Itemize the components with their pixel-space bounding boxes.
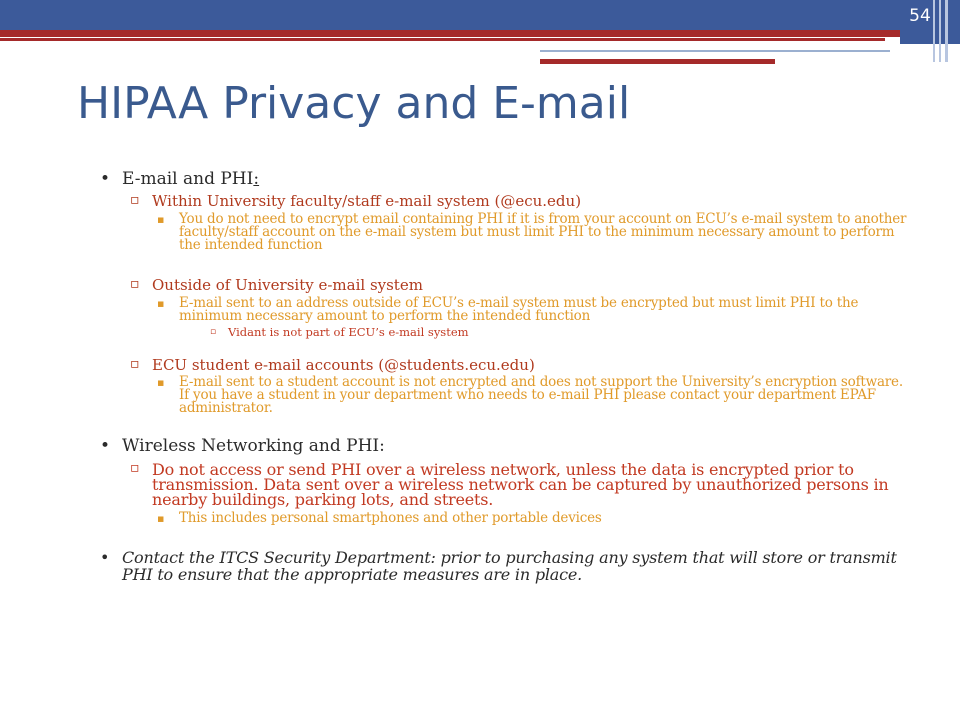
header-stripe-blue-thin bbox=[540, 50, 890, 52]
detail-text: You do not need to encrypt email containing PHI if it is from your account on ECU’s e-mail system to another faculty/staff account on the e-mail system but must limit PHI to the minimum necessary amount to perform the intended function bbox=[179, 211, 907, 253]
sub-bullet-outside bbox=[130, 277, 910, 293]
detail-within bbox=[157, 213, 910, 252]
sub-bullet-within bbox=[130, 193, 910, 209]
sub-bullet-wireless-warning bbox=[130, 462, 910, 507]
sub-bullet-label: Within University faculty/staff e-mail system (@ecu.edu) bbox=[152, 192, 582, 210]
bullet-label: Contact the ITCS Security Department: prior to purchasing any system that will store or transmit PHI to ensure that the appropriate measures are in place. bbox=[122, 548, 897, 584]
sub-bullet-label: Outside of University e-mail system bbox=[152, 276, 423, 294]
detail-text: E-mail sent to a student account is not encrypted and does not support the University’s encryption software. If you have a student in your department who needs to e-mail PHI please contact your department EPAF administrator. bbox=[179, 374, 903, 416]
header-stripe-accent bbox=[540, 59, 775, 64]
slide-number: 54 bbox=[909, 6, 931, 26]
detail-students bbox=[157, 376, 910, 415]
small-square-bullet: ▫ bbox=[210, 327, 217, 337]
diamond-bullet: ▪ bbox=[157, 297, 165, 310]
detail-text: This includes personal smartphones and other portable devices bbox=[179, 510, 602, 526]
note-vidant bbox=[210, 326, 910, 339]
detail-text: E-mail sent to an address outside of ECU’s e-mail system must be encrypted but must limit PHI to the minimum necessary amount to perform the intended function bbox=[179, 295, 859, 324]
square-bullet: ▫ bbox=[130, 192, 140, 208]
diamond-bullet: ▪ bbox=[157, 213, 165, 226]
bullet-label: E-mail and PHI bbox=[122, 169, 254, 189]
vertical-line bbox=[939, 0, 941, 62]
detail-wireless bbox=[157, 512, 910, 525]
sub-bullet-students bbox=[130, 357, 910, 373]
header-stripe-red bbox=[0, 30, 935, 37]
square-bullet: ▫ bbox=[130, 356, 140, 372]
vertical-line bbox=[945, 0, 948, 62]
bullet-wireless bbox=[100, 437, 910, 456]
diamond-bullet: ▪ bbox=[157, 376, 165, 389]
square-bullet: ▫ bbox=[130, 460, 140, 476]
header-stripe-red-thin bbox=[0, 38, 885, 41]
sub-bullet-label: Do not access or send PHI over a wireless network, unless the data is encrypted prior to transmission. Data sent over a wireless network can be captured by unauthorized persons in nearby buildings, parking lots, and streets. bbox=[152, 460, 889, 509]
sub-bullet-label: ECU student e-mail accounts (@students.ecu.edu) bbox=[152, 356, 535, 374]
bullet-colon: : bbox=[253, 169, 260, 189]
slide-body bbox=[100, 170, 910, 583]
detail-outside bbox=[157, 297, 910, 323]
square-bullet: ▫ bbox=[130, 276, 140, 292]
bullet-dot: • bbox=[100, 436, 111, 456]
note-text: Vidant is not part of ECU’s e-mail system bbox=[228, 325, 469, 339]
header-bar bbox=[0, 0, 960, 30]
bullet-label: Wireless Networking and PHI: bbox=[122, 436, 385, 456]
bullet-contact bbox=[100, 549, 910, 583]
diamond-bullet: ▪ bbox=[157, 512, 165, 525]
bullet-dot: • bbox=[100, 548, 110, 567]
bullet-email-phi bbox=[100, 170, 910, 189]
bullet-dot: • bbox=[100, 169, 111, 189]
slide-title: HIPAA Privacy and E-mail bbox=[77, 78, 631, 129]
